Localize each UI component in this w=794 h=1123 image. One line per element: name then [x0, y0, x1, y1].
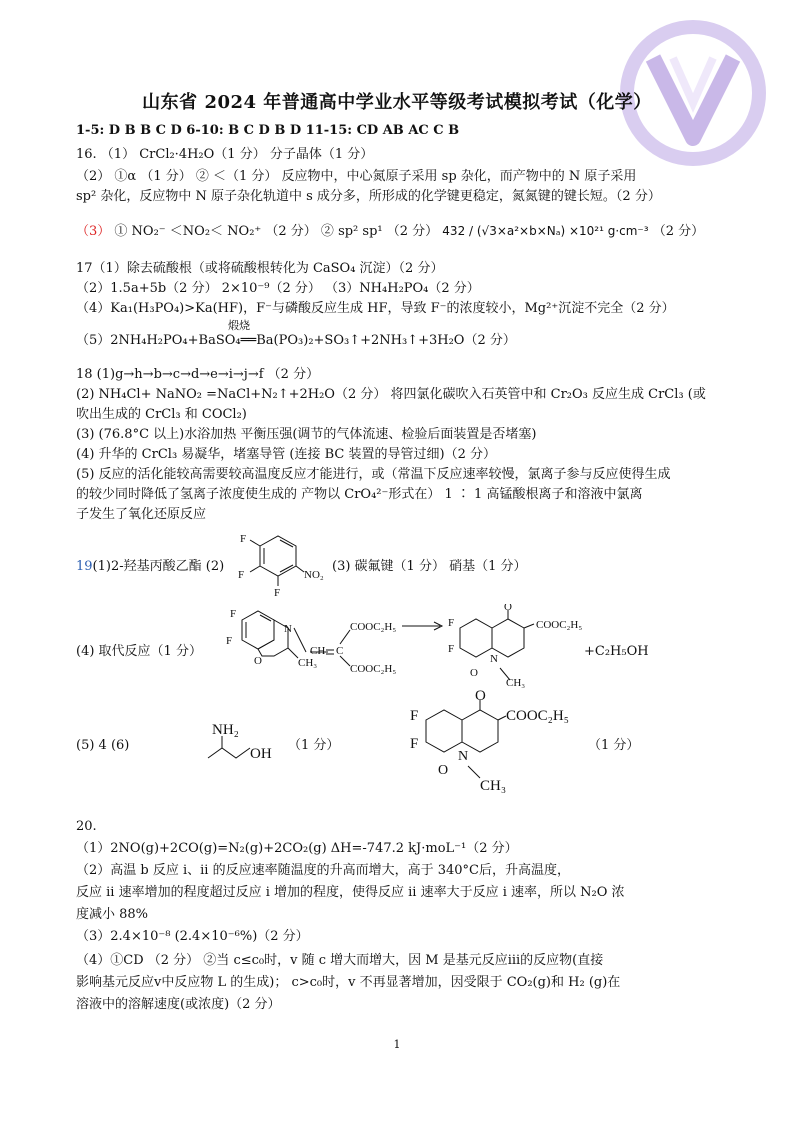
q20-line7: 影响基元反应v中反应物 L 的生成)； c>c₀时，v 不再显著增加，因受限于 CO₂(g)和 H₂ (g)在 [76, 975, 621, 990]
atom-f: F [230, 608, 237, 620]
q18-line1: 18 (1)g→h→b→c→d→e→i→j→f （2 分） [76, 367, 320, 382]
q17-line3: （4）Ka₁(H₃PO₄)>Ka(HF)，F⁻与磷酸反应生成 HF，导致 F⁻的浓度较小，Mg²⁺沉淀不完全（2 分） [76, 301, 675, 316]
group-ch3: CH₃ [506, 677, 526, 689]
atom-f: F [448, 643, 455, 655]
q16-line3: sp² 杂化，反应物中 N 原子杂化轨道中 s 成分多，所形成的化学键更稳定，氮氮键的键长短。（2 分） [76, 189, 661, 204]
atom-o: O [254, 655, 262, 667]
q17-line1: 17（1）除去硫酸根（或将硫酸根转化为 CaSO₄ 沉淀）（2 分） [76, 261, 444, 276]
q20-line4: 度减小 88% [76, 907, 149, 922]
q18-line7: 的较少同时降低了氢离子浓度使生成的 产物以 CrO₄²⁻形式在） 1 ∶ 1 高锰酸根离子和溶液中氯离 [76, 487, 643, 502]
group-cooc2h5: COOC₂H₅ [536, 619, 583, 631]
byproduct-ethanol: +C₂H₅OH [584, 644, 649, 659]
q19-part5-score: （1 分） [288, 738, 340, 753]
atom-o: O [504, 604, 512, 613]
molecule-trifluoronitrobenzene [230, 532, 330, 598]
atom-f: F [410, 708, 419, 724]
q18-line2: (2) NH₄Cl+ NaNO₂ =NaCl+N₂↑+2H₂O（2 分） 将四氯化碳吹入石英管中和 Cr₂O₃ 反应生成 CrCl₃ (或 [76, 387, 706, 402]
q16-line2: （2） ①α （1 分） ② ＜（1 分） 反应物中，中心氮原子采用 sp 杂化，而产物中的 N 原子采用 [76, 169, 637, 184]
q20-line6: （4）①CD （2 分） ②当 c≤c₀时，v 随 c 增大而增大，因 M 是基元反应iii的反应物(直接 [76, 953, 604, 968]
molecule-aminopropanol [200, 718, 280, 768]
q18-line4: (3) (76.8°C 以上)水浴加热 平衡压强(调节的气体流速、检验后面装置是否堵塞) [76, 427, 537, 442]
q20-line3: 反应 ii 速率增加的程度超过反应 i 增加的程度，使得反应 ii 速率大于反应 i 速率，所以 N₂O 浓 [76, 885, 625, 900]
atom-n: N [458, 749, 469, 764]
calcination-condition: 煅烧 [228, 319, 250, 332]
density-formula: 432 / (√3×a²×b×Nₐ) ×10²¹ g·cm⁻³ [442, 224, 649, 238]
q20-line5: （3）2.4×10⁻⁸ (2.4×10⁻⁶%)（2 分） [76, 929, 309, 944]
molecule-product-quinolone [440, 604, 590, 690]
page-number: 1 [393, 1038, 401, 1051]
q19-part4-label: (4) 取代反应（1 分） [76, 644, 202, 659]
group-ch: CH [310, 645, 326, 657]
q16-part3-score: （2 分） [652, 224, 705, 239]
atom-n: N [490, 653, 498, 665]
atom-f: F [274, 587, 281, 598]
q18-line5: (4) 升华的 CrCl₃ 易凝华，堵塞导管 (连接 BC 装置的导管过细)（2 分） [76, 447, 496, 462]
q19-part5-6: (5) 4 (6) [76, 738, 130, 753]
group-nh2: NH₂ [212, 722, 239, 738]
q16-line4 [76, 222, 704, 241]
atom-o: O [438, 763, 449, 778]
group-no2: NO₂ [304, 569, 324, 581]
q19-part3: (3) 碳氟键（1 分） 硝基（1 分） [332, 559, 527, 574]
q18-line6: (5) 反应的活化能较高需要较高温度反应才能进行，或（常温下反应速率较慢，氯离子参与反应使得生成 [76, 467, 671, 482]
q20-line2: （2）高温 b 反应 i、ii 的反应速率随温度的升高而增大，高于 340°C后，升高温度， [76, 863, 570, 878]
atom-f: F [448, 617, 455, 629]
q18-line3: 吹出生成的 CrCl₃ 和 COCl₂) [76, 407, 247, 422]
molecule-final-product [404, 690, 594, 794]
atom-o: O [470, 667, 478, 679]
q16-line1: 16. （1） CrCl₂·4H₂O（1 分） 分子晶体（1 分） [76, 147, 374, 162]
q20-line1: （1）2NO(g)+2CO(g)=N₂(g)+2CO₂(g) ΔH=-747.2 kJ·moL⁻¹（2 分） [76, 841, 518, 856]
group-cooc2h5: COOC₂H₅ [506, 708, 569, 724]
page-title: 山东省 2024 年普通高中学业水平等级考试模拟考试（化学） [142, 92, 652, 113]
q16-part3-text: ① NO₂⁻ ＜NO₂＜ NO₂⁺ （2 分） ② sp² sp¹ （2 分） [110, 224, 439, 239]
q17-line4: （5）2NH₄H₂PO₄+BaSO₄══Ba(PO₃)₂+SO₃↑+2NH₃↑+3H₂O（2 分） [76, 333, 516, 348]
group-cooc2h5: COOC₂H₅ [350, 621, 397, 633]
molecule-reactant-malonate [222, 604, 422, 690]
atom-f: F [226, 635, 233, 647]
atom-f: F [410, 736, 419, 752]
q19-number: 19 [76, 559, 93, 574]
q17-line2: （2）1.5a+5b（2 分） 2×10⁻⁹（2 分） （3）NH₄H₂PO₄（2 分） [76, 281, 480, 296]
atom-n: N [284, 623, 292, 635]
q19-part1-2: (1)2-羟基丙酸乙酯 (2) [92, 559, 225, 574]
atom-c: C [336, 645, 344, 657]
q19-line1 [76, 558, 224, 576]
q19-part6-score: （1 分） [588, 738, 640, 753]
q20-line8: 溶液中的溶解速度(或浓度)（2 分） [76, 997, 281, 1012]
group-ch3: CH₃ [298, 657, 318, 669]
q18-line8: 子发生了氧化还原反应 [76, 507, 207, 522]
group-cooc2h5: COOC₂H₅ [350, 663, 397, 675]
group-oh: OH [250, 746, 272, 762]
atom-o: O [475, 690, 486, 704]
q20-number: 20. [76, 819, 97, 834]
mc-answers: 1-5: D B B C D 6-10: B C D B D 11-15: CD AB AC C B [76, 123, 460, 138]
atom-f: F [240, 533, 247, 545]
q16-part3-label: （3） [76, 224, 111, 239]
group-ch3: CH₃ [480, 778, 507, 794]
atom-f: F [238, 569, 245, 581]
